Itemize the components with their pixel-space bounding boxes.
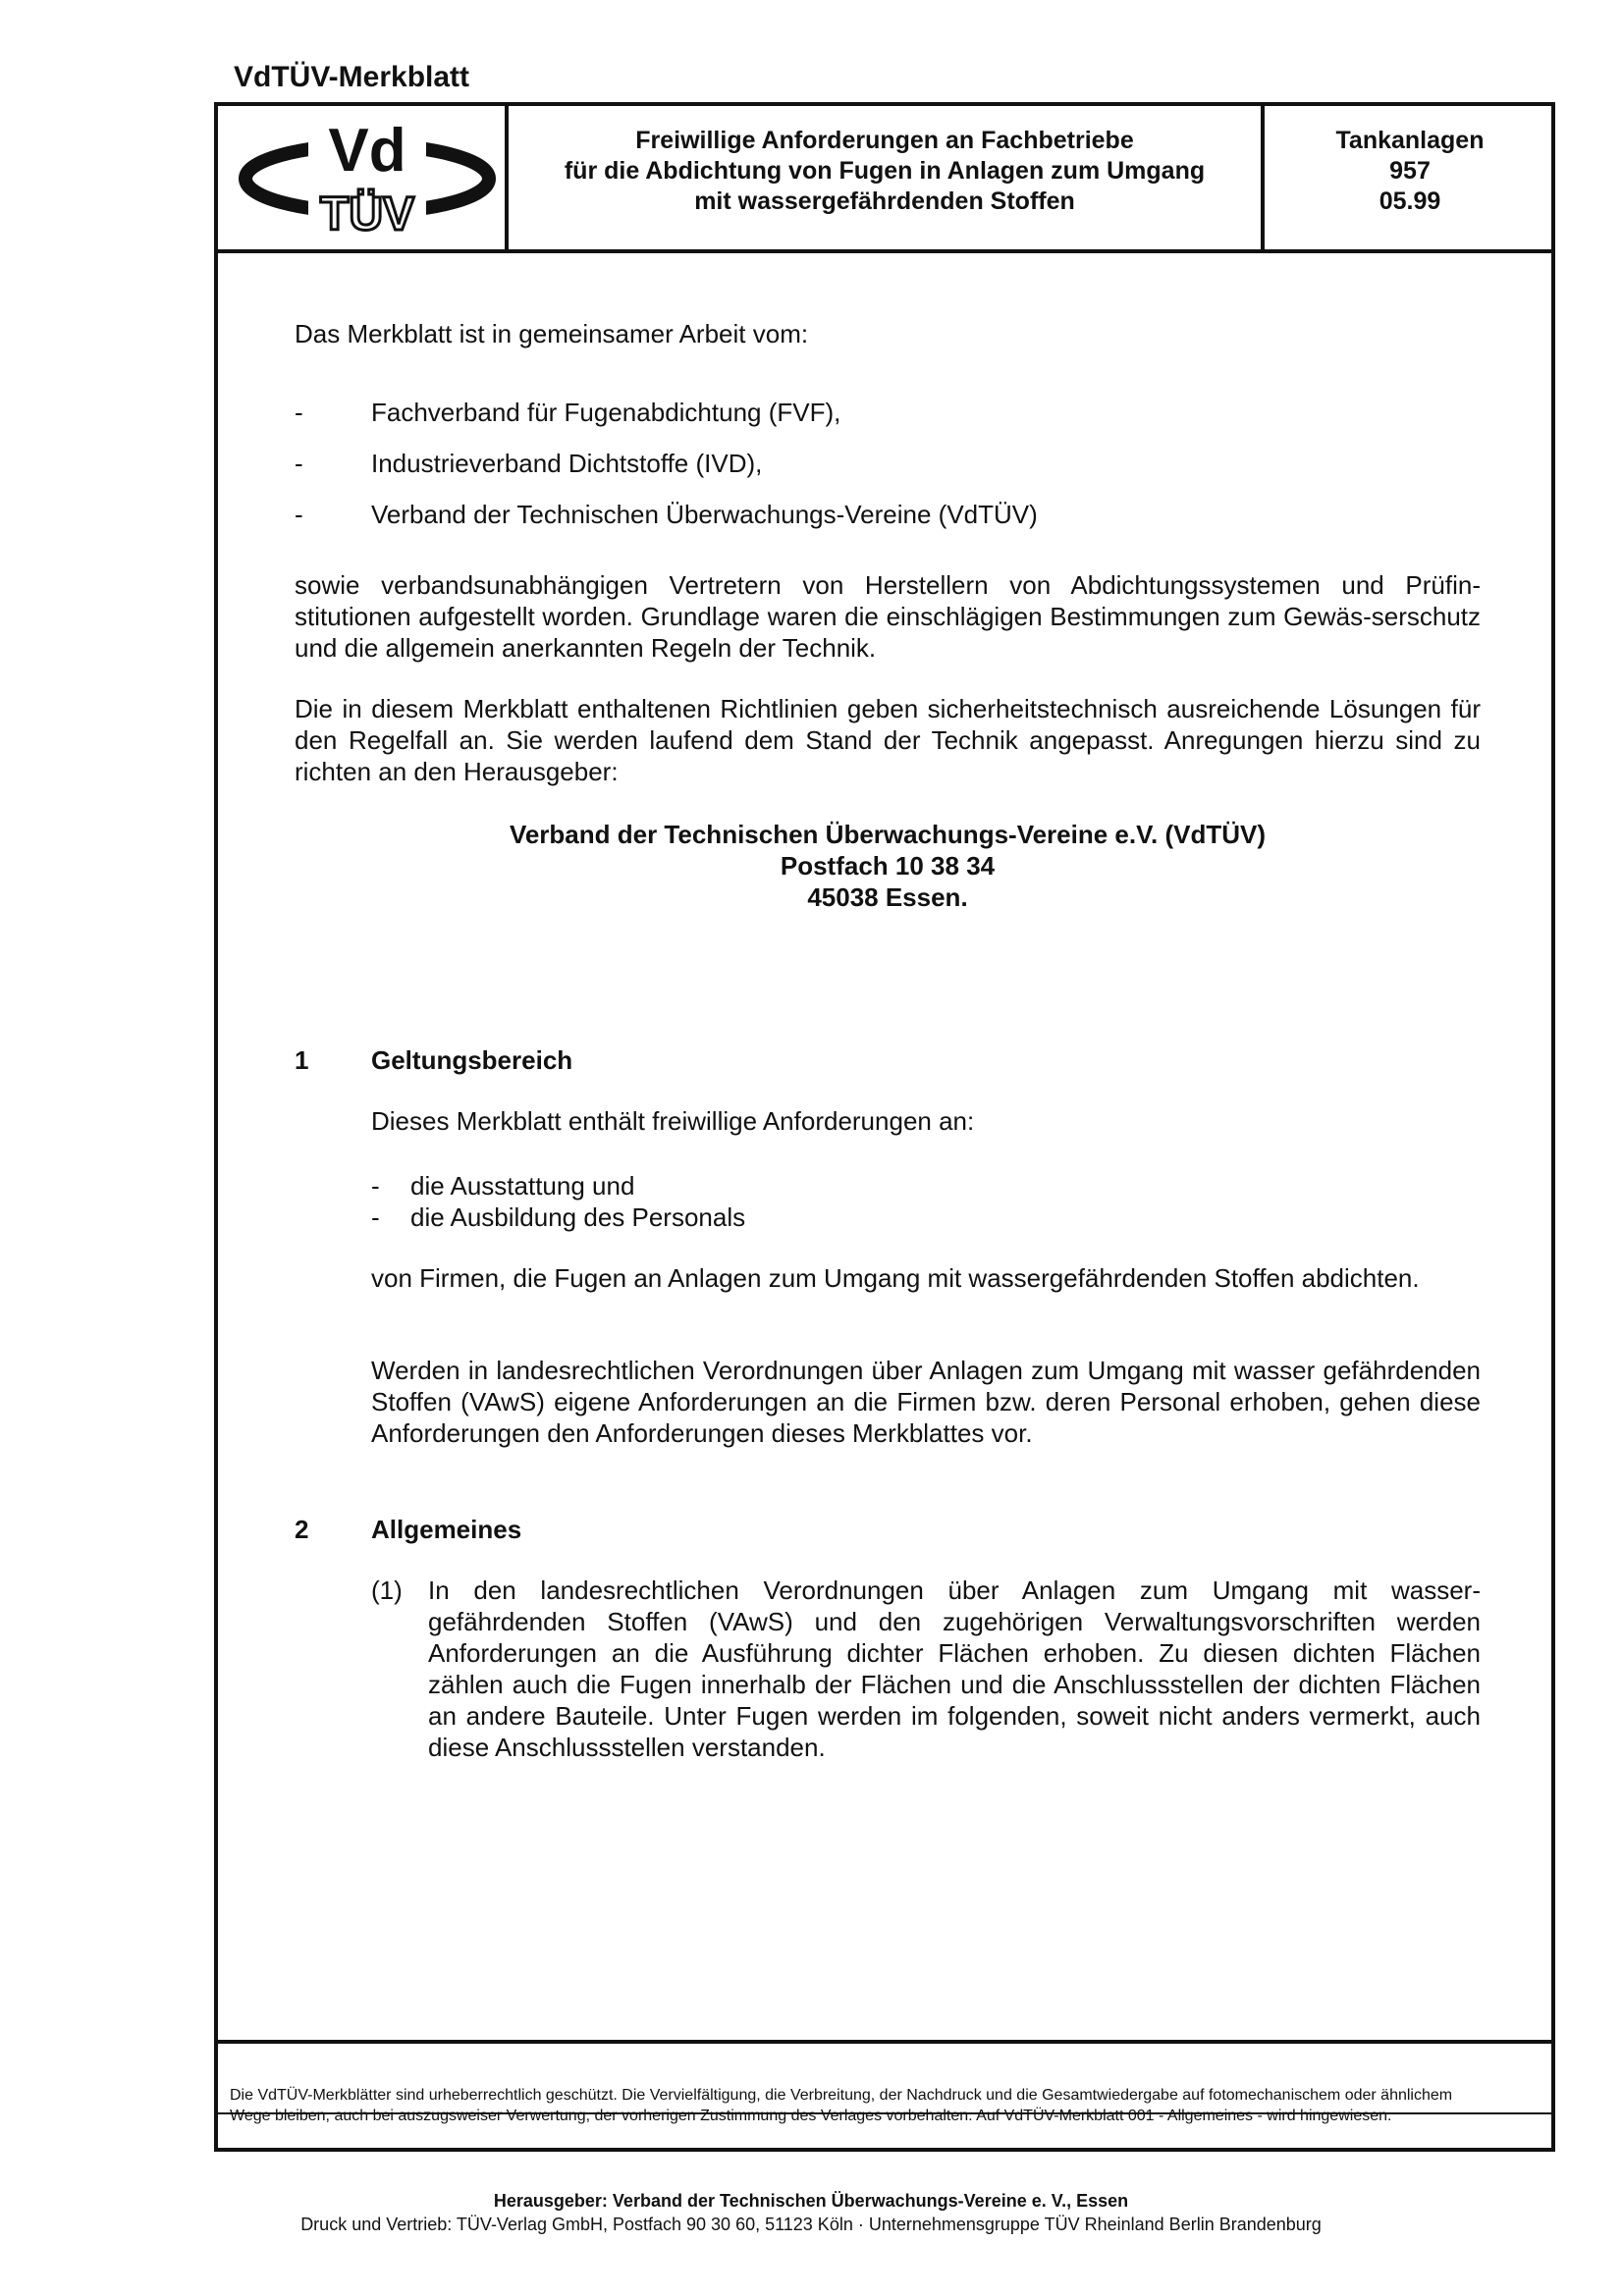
header-title-line: für die Abdichtung von Fugen in Anlagen zum Umgang	[564, 157, 1206, 185]
document-label: VdTÜV-Merkblatt	[234, 61, 470, 93]
header-date: 05.99	[1379, 187, 1441, 215]
section-heading: Geltungsbereich	[371, 1045, 573, 1075]
intro-bullet-mark: -	[295, 449, 303, 478]
header-number: 957	[1389, 157, 1431, 185]
section-heading: Allgemeines	[371, 1515, 522, 1544]
intro-bullet-mark: -	[295, 500, 303, 529]
intro-lead: Das Merkblatt ist in gemeinsamer Arbeit vom:	[295, 319, 809, 348]
header-bottom-rule	[218, 249, 1551, 253]
section-bullet-mark: -	[371, 1202, 380, 1232]
header-title-line: mit wassergefährdenden Stoffen	[694, 187, 1075, 215]
section-number: 1	[295, 1045, 309, 1075]
logo-bottom-text: TÜV	[320, 188, 414, 240]
intro-paragraph: sowie verbandsunabhängigen Vertretern von Herstellern von Abdichtungssystemen und Prüfin-stitutionen aufgestellt worden. Grundlage waren die einschlägigen Bestimmungen zum Gewäs-serschutz und die allgemein anerkannten Regeln der Technik.	[295, 570, 1481, 663]
section-bullet: die Ausbildung des Personals	[410, 1202, 746, 1232]
copyright-line: Wege bleiben, auch bei auszugsweiser Verwertung, der vorherigen Zustimmung des Verlages vorbehalten. Auf VdTÜV-Merkblatt 001 - Allgemeines - wird hingewiesen.	[230, 2108, 1392, 2124]
address-line: Verband der Technischen Überwachungs-Vereine e.V. (VdTÜV)	[509, 820, 1267, 849]
intro-bullet-mark: -	[295, 398, 303, 427]
address-line: Postfach 10 38 34	[780, 851, 996, 881]
address-line: 45038 Essen.	[807, 882, 968, 912]
section-paragraph: von Firmen, die Fugen an Anlagen zum Umgang mit wassergefährdenden Stoffen abdichten.	[371, 1263, 1420, 1293]
item-text: In den landesrechtlichen Verordnungen über Anlagen zum Umgang mit wasser-gefährdenden Stoffen (VAwS) und den zugehörigen Verwaltungsvorschriften werden Anforderungen an die Ausführung dichter Flächen erhoben. Zu diesen dichten Flächen zählen auch die Fugen innerhalb der Flächen und die Anschlussstellen der dichten Flächen an andere Bauteile. Unter Fugen werden im folgenden, soweit nicht anders vermerkt, auch diese Anschlussstellen verstanden.	[428, 1575, 1481, 1762]
section-paragraph: Werden in landesrechtlichen Verordnungen über Anlagen zum Umgang mit wasser gefährdenden Stoffen (VAwS) eigene Anforderungen an die Firmen bzw. deren Personal erhoben, gehen diese Anforderungen den Anforderungen dieses Merkblattes vor.	[371, 1356, 1481, 1448]
section-lead: Dieses Merkblatt enthält freiwillige Anforderungen an:	[371, 1106, 975, 1136]
header-meta	[1265, 126, 1555, 217]
intro-bullet: Industrieverband Dichtstoffe (IVD),	[371, 449, 763, 478]
item-marker: (1)	[371, 1575, 403, 1605]
copyright-line: Die VdTÜV-Merkblätter sind urheberrechtlich geschützt. Die Vervielfältigung, die Verbreitung, der Nachdruck und die Gesamtwiedergabe auf fotomechanischem oder ähnlichem	[230, 2087, 1453, 2104]
intro-bullet: Verband der Technischen Überwachungs-Vereine (VdTÜV)	[371, 500, 1038, 529]
intro-bullet: Fachverband für Fugenabdichtung (FVF),	[371, 398, 841, 427]
footer-rule	[218, 2040, 1551, 2044]
header-category: Tankanlagen	[1335, 127, 1485, 154]
section-number: 2	[295, 1515, 309, 1544]
header-title	[509, 126, 1261, 217]
publisher-line: Herausgeber: Verband der Technischen Überwachungs-Vereine e. V., Essen	[493, 2191, 1129, 2211]
document-frame	[214, 102, 1555, 2152]
copyright-notice	[230, 2085, 1545, 2126]
vdtuev-logo	[232, 118, 503, 240]
header-title-line: Freiwillige Anforderungen an Fachbetriebe	[635, 127, 1134, 154]
distribution-line: Druck und Vertrieb: TÜV-Verlag GmbH, Postfach 90 30 60, 51123 Köln · Unternehmensgruppe TÜV Rheinland Berlin Brandenburg	[300, 2215, 1322, 2234]
publisher-address	[295, 819, 1481, 913]
section-bullet-mark: -	[371, 1171, 380, 1201]
logo-top-text: Vd	[328, 118, 406, 185]
section-bullet: die Ausstattung und	[410, 1171, 635, 1201]
intro-paragraph: Die in diesem Merkblatt enthaltenen Richtlinien geben sicherheitstechnisch ausreichende Lösungen für den Regelfall an. Sie werden laufend dem Stand der Technik angepasst. Anregungen hierzu sind zu richten an den Herausgeber:	[295, 694, 1481, 786]
